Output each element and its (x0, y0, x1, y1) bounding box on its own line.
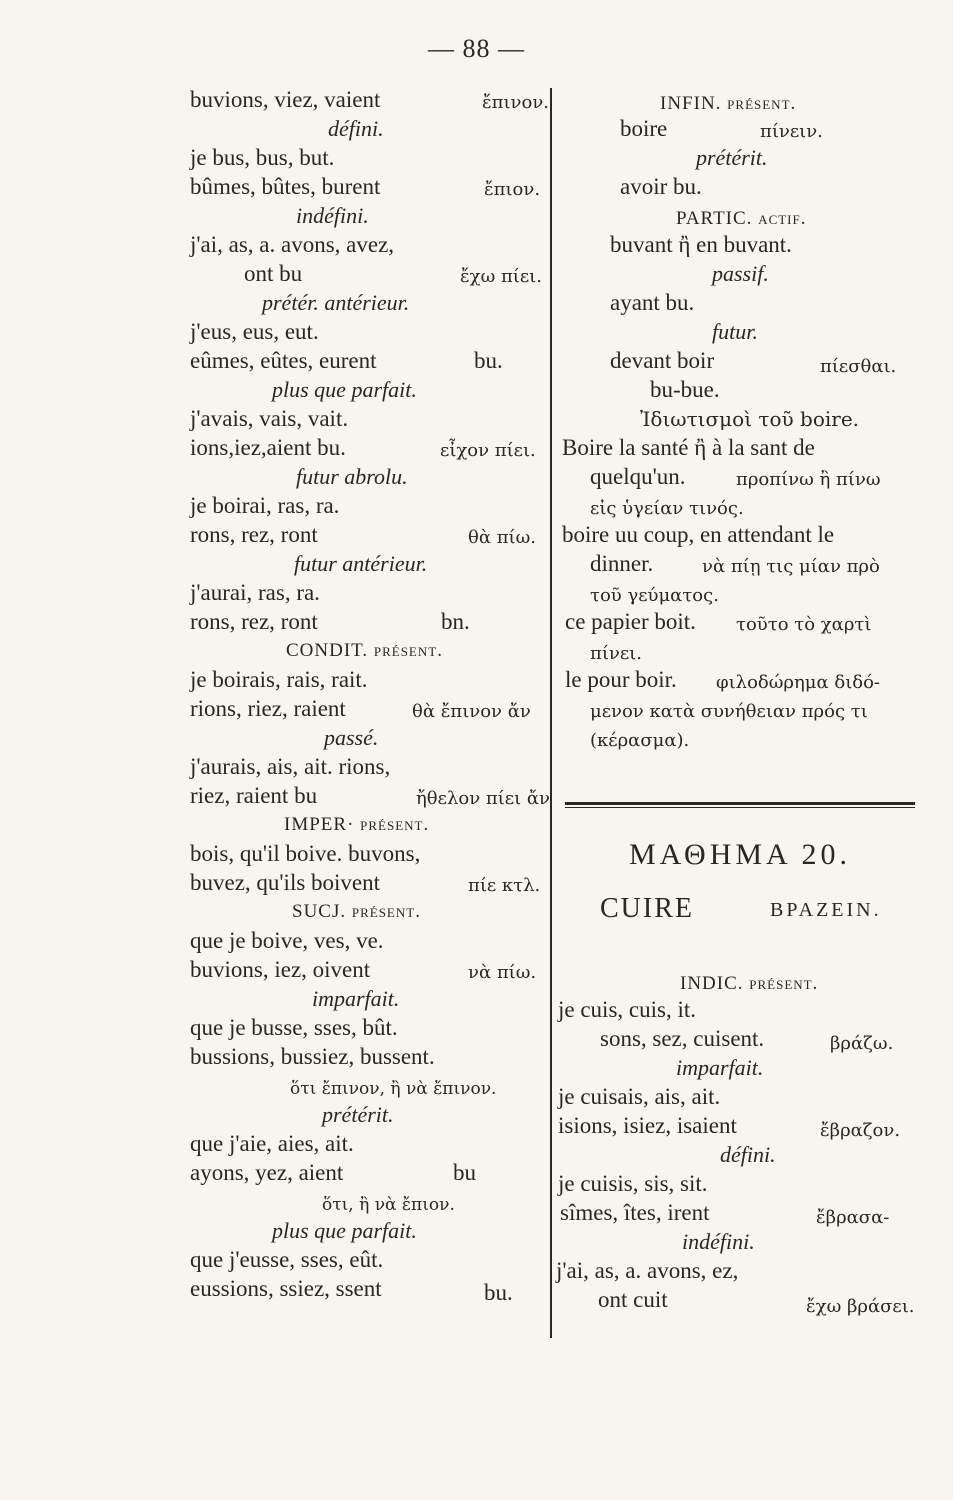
lesson-title: ΜΑΘΗΜΑ 20. (628, 838, 852, 871)
text-line: j'eus, eus, eut. (190, 319, 319, 344)
section-heading: IMPER· présent. (284, 814, 430, 835)
text-line: j'aurais, ais, ait. rions, (190, 754, 391, 779)
text-line: buvions, viez, vaient (190, 87, 381, 112)
text-line: sîmes, îtes, irent (560, 1200, 710, 1225)
text-line: ont cuit (598, 1287, 668, 1312)
text-line: que je boive, ves, ve. (190, 928, 384, 953)
text-line: bu. (484, 1280, 513, 1305)
greek-text: πίνειν. (760, 121, 823, 142)
section-heading: CONDIT. présent. (286, 640, 443, 661)
text-line: je bus, bus, but. (190, 145, 335, 170)
text-line: boire (620, 116, 668, 141)
section-heading: imparfait. (676, 1055, 764, 1080)
greek-text: ἔβρασα- (816, 1207, 890, 1228)
text-line: ayons, yez, aient (190, 1160, 344, 1185)
text-line: buvions, iez, oivent (190, 957, 371, 982)
text-line: je cuisis, sis, sit. (558, 1171, 708, 1196)
greek-text: πίνει. (590, 643, 642, 664)
text-line: riez, raient bu (190, 783, 318, 808)
greek-text: ἔβραζον. (820, 1120, 901, 1141)
section-heading: SUCJ. présent. (292, 901, 421, 922)
section-heading: INDIC. présent. (680, 973, 819, 994)
text-line: ce papier boit. (565, 609, 696, 634)
section-heading: futur abrolu. (296, 464, 408, 489)
text-line: que j'eusse, sses, eût. (190, 1247, 384, 1272)
text-line: devant boir (610, 348, 715, 373)
text-line: quelqu'un. (590, 464, 686, 489)
text-line: Boire la santé ἢ à la sant de (562, 435, 815, 460)
section-heading: imparfait. (312, 986, 400, 1011)
section-heading: futur antérieur. (294, 551, 428, 576)
greek-text: νὰ πίω. (468, 962, 537, 983)
text-line: rions, riez, raient (190, 696, 346, 721)
section-heading: PARTIC. actif. (676, 208, 807, 229)
text-line: buvez, qu'ils boivent (190, 870, 381, 895)
greek-text: ἔπινον. (482, 92, 549, 113)
text-line: bussions, bussiez, bussent. (190, 1044, 435, 1069)
text-line: j'ai, as, a. avons, avez, (190, 232, 395, 257)
text-line: ions,iez,aient bu. (190, 435, 346, 460)
text-line: bu. (474, 348, 503, 373)
verb-greek: ΒΡΑΖΕΙΝ. (770, 899, 882, 921)
text-line: dinner. (590, 551, 654, 576)
greek-text: τοῦ γεύματος. (590, 585, 719, 606)
greek-text: ὅτι ἔπινον, ἢ νὰ ἔπινον. (290, 1079, 497, 1099)
greek-text: νὰ πίῃ τις μίαν πρὸ (702, 556, 880, 577)
text-line: le pour boir. (565, 667, 677, 692)
section-heading: défini. (720, 1142, 776, 1167)
section-heading: indéfini. (682, 1229, 755, 1254)
section-heading: prétérit. (696, 145, 768, 170)
section-heading: défini. (328, 116, 384, 141)
text-line: buvant ἢ en buvant. (610, 232, 792, 257)
text-line: isions, isiez, isaient (558, 1113, 737, 1138)
greek-text: φιλοδώρημα διδό- (716, 672, 881, 693)
text-line: bois, qu'il boive. buvons, (190, 841, 421, 866)
text-line: rons, rez, ront (190, 522, 318, 547)
greek-text: εἶχον πίει. (440, 440, 536, 461)
subheading: Ἰδιωτισμοὶ τοῦ boire. (640, 407, 860, 431)
greek-text: πίεσθαι. (820, 356, 897, 377)
text-line: j'aurai, ras, ra. (190, 580, 320, 605)
greek-text: ὅτι, ἢ νὰ ἔπιον. (322, 1195, 455, 1215)
text-line: bu-bue. (650, 377, 720, 402)
section-heading: passé. (324, 725, 379, 750)
text-line: rons, rez, ront (190, 609, 318, 634)
greek-text: εἰς ὑγείαν τινός. (590, 498, 744, 519)
text-line: sons, sez, cuisent. (600, 1026, 765, 1051)
text-line: avoir bu. (620, 174, 702, 199)
greek-text: ἔχω πίει. (460, 266, 542, 287)
greek-text: (κέρασμα). (590, 730, 690, 751)
section-divider (565, 807, 915, 808)
text-line: j'avais, vais, vait. (190, 406, 349, 431)
text-line: que j'aie, aies, ait. (190, 1131, 354, 1156)
text-line: boire uu coup, en attendant le (562, 522, 835, 547)
text-line: je boirais, rais, rait. (190, 667, 368, 692)
section-heading: indéfini. (296, 203, 369, 228)
text-line: je cuisais, ais, ait. (558, 1084, 721, 1109)
page-number: — 88 — (428, 34, 525, 63)
section-heading: plus que parfait. (272, 1218, 417, 1243)
text-line: bûmes, bûtes, burent (190, 174, 381, 199)
text-line: eûmes, eûtes, eurent (190, 348, 377, 373)
greek-text: θὰ πίω. (468, 527, 537, 548)
text-line: je cuis, cuis, it. (558, 997, 696, 1022)
section-heading: futur. (712, 319, 758, 344)
greek-text: ἔπιον. (484, 179, 541, 200)
greek-text: ἤθελον πίει ἄν (416, 788, 550, 809)
greek-text: μενον κατὰ συνήθειαν πρός τι (590, 701, 868, 722)
text-line: bu (453, 1160, 476, 1185)
text-line: que je busse, sses, bût. (190, 1015, 398, 1040)
section-heading: prétér. antérieur. (262, 290, 410, 315)
text-line: eussions, ssiez, ssent (190, 1276, 382, 1301)
text-line: ayant bu. (610, 290, 695, 315)
greek-text: θὰ ἔπινον ἄν (412, 701, 531, 722)
text-line: bn. (441, 609, 470, 634)
section-heading: prétérit. (322, 1102, 394, 1127)
greek-text: προπίνω ἢ πίνω (736, 469, 881, 490)
text-line: j'ai, as, a. avons, ez, (556, 1258, 739, 1283)
section-heading: plus que parfait. (272, 377, 417, 402)
greek-text: τοῦτο τὸ χαρτὶ (736, 614, 872, 635)
section-divider (565, 802, 915, 805)
text-line: ont bu (244, 261, 303, 286)
section-heading: INFIN. présent. (660, 93, 797, 114)
section-heading: passif. (712, 261, 769, 286)
greek-text: πίε κτλ. (468, 875, 541, 896)
column-divider (550, 88, 552, 1338)
greek-text: ἔχω βράσει. (806, 1296, 915, 1317)
text-line: je boirai, ras, ra. (190, 493, 340, 518)
greek-text: βράζω. (830, 1033, 894, 1054)
verb-french: CUIRE (600, 893, 694, 924)
